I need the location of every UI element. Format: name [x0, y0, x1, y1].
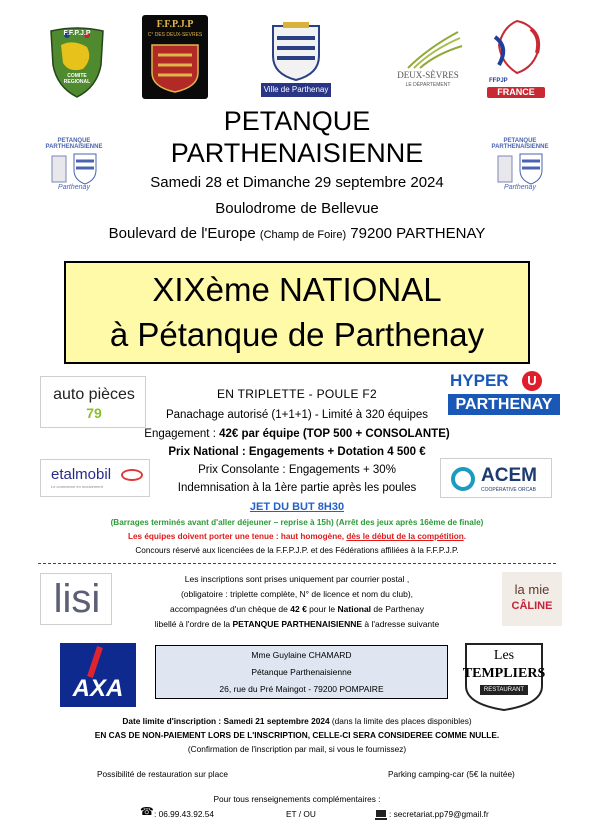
logo-text: etalmobil	[51, 466, 112, 483]
engagement-value: 42€ par équipe (TOP 500 + CONSOLANTE)	[219, 428, 450, 440]
insc-national: National	[337, 604, 372, 614]
ville-label: Ville de Parthenay	[261, 83, 331, 97]
club-arc-text: PETANQUE PARTHENAISIENNE	[491, 138, 549, 150]
insc-text: pour le	[306, 604, 338, 614]
parking-text: Parking camping-car (5€ la nuitée)	[388, 769, 515, 779]
insc-text: à l'adresse suivante	[362, 619, 440, 629]
logo-text: auto pièces	[53, 386, 135, 403]
logo-text: Le commerce en mouvement	[51, 484, 103, 489]
address-city: 79200 PARTHENAY	[346, 225, 486, 242]
national-banner	[64, 261, 530, 364]
tenue-emphasis: dès le début de la compétition	[346, 532, 464, 541]
insc-text: libellé à l'ordre de la	[154, 619, 233, 629]
non-paiement-text: EN CAS DE NON-PAIEMENT LORS DE L'INSCRIPTION, CELLE-CI SERA CONSIDEREE COMME NULLE.	[94, 730, 500, 740]
barrages-text: (Barrages terminés avant d'aller déjeuner – reprise à 15h) (Arrêt des jeux après 16ème de finale)	[110, 518, 484, 527]
address-box	[155, 645, 448, 699]
address-street: 26, rue du Pré Maingot - 79200 POMPAIRE	[219, 684, 384, 694]
venue-address	[0, 225, 594, 242]
logo-text: F.F.P.J.P	[156, 19, 194, 30]
ville-parthenay-logo	[261, 22, 331, 98]
inscriptions-line-4	[0, 619, 594, 629]
logo-text: COMITE REGIONAL	[63, 73, 91, 85]
restauration-text: Possibilité de restauration sur place	[97, 769, 228, 779]
logo-text: PARTHENAY	[448, 394, 560, 415]
inscriptions-line-3	[0, 604, 594, 614]
event-dates: Samedi 28 et Dimanche 29 septembre 2024	[150, 174, 444, 191]
engagement-text	[0, 428, 594, 440]
logo-text: la mie	[514, 582, 550, 597]
title-line-2: PARTHENAISIENNE	[170, 138, 424, 168]
logo-text: C° DES DEUX-SEVRES	[147, 32, 203, 38]
logo-text: 79	[86, 405, 102, 421]
insc-amount: 42 €	[290, 604, 307, 614]
club-arc-text: PETANQUE PARTHENAISIENNE	[45, 138, 103, 150]
logo-text: F.F.P.J.P	[63, 30, 91, 37]
logo-text: FRANCE	[487, 87, 545, 98]
address-street: Boulevard de l'Europe	[108, 225, 260, 242]
ffpjp-regional-logo	[47, 25, 107, 98]
inscriptions-line-1: Les inscriptions sont prises uniquement par courrier postal ,	[184, 574, 410, 584]
logo-swoosh	[121, 469, 143, 481]
tenue-main: Les équipes doivent porter une tenue : haut homogène,	[127, 532, 347, 541]
tenue-end: .	[463, 532, 466, 541]
logo-text: CÂLINE	[511, 600, 553, 612]
logo-text: RESTAURANT	[480, 685, 528, 695]
address-name: Mme Guylaine CHAMARD	[251, 650, 352, 660]
panachage-text: Panachage autorisé (1+1+1) - Limité à 320 équipes	[165, 409, 429, 421]
prix-consolante-text: Prix Consolante : Engagements + 30%	[198, 464, 396, 476]
email-address[interactable]: : secretariat.pp79@gmail.fr	[389, 809, 489, 819]
templiers-logo	[462, 640, 546, 712]
tenue-text	[0, 532, 594, 541]
section-divider	[38, 563, 556, 564]
phone-icon: ☎	[140, 806, 154, 818]
deux-sevres-sub: LE DÉPARTEMENT	[405, 82, 451, 88]
venue: Boulodrome de Bellevue	[215, 200, 379, 217]
address-note: (Champ de Foire)	[259, 229, 347, 241]
etalmobil-logo	[40, 459, 150, 497]
deadline-note: (dans la limite des places disponibles)	[329, 716, 472, 726]
deadline-main: Date limite d'inscription : Samedi 21 septembre 2024	[122, 716, 330, 726]
logo-text: lisi	[53, 577, 101, 621]
axa-logo	[60, 643, 136, 707]
deux-sevres-logo	[388, 28, 468, 96]
prix-national-text: Prix National : Engagements + Dotation 4 500 €	[168, 446, 426, 458]
insc-text: accompagnées d'un chèque de	[170, 604, 291, 614]
club-name: Parthenay	[504, 184, 536, 191]
format-text: EN TRIPLETTE - POULE F2	[216, 387, 378, 401]
hyper-u-badge: U	[522, 371, 542, 391]
ffpjp-france-logo	[487, 17, 547, 101]
logo-text: COOPÉRATIVE ORCAB	[481, 487, 536, 493]
et-ou-text: ET / OU	[286, 809, 316, 819]
acem-mark	[451, 467, 475, 491]
concours-text: Concours réservé aux licenciées de la F.F.P.J.P. et des Fédérations affiliées à la F.F.P.J.P.	[135, 546, 459, 555]
acem-logo	[440, 458, 552, 498]
indemnisation-text: Indemnisation à la 1ère partie après les poules	[177, 482, 417, 494]
banner-line-2: à Pétanque de Parthenay	[109, 316, 485, 353]
title-line-1: PETANQUE	[223, 106, 371, 136]
logo-text: HYPER	[450, 371, 509, 390]
logo-text: Les	[493, 648, 515, 663]
jet-du-but: JET DU BUT 8H30	[249, 501, 345, 513]
deadline-text	[0, 716, 594, 726]
logo-text: ACEM	[481, 465, 537, 486]
renseignements-text: Pour tous renseignements complémentaires :	[213, 794, 381, 804]
phone-number: : 06.99.43.92.54	[154, 809, 214, 819]
banner-line-1: XIXème NATIONAL	[152, 271, 442, 308]
logo-text: TEMPLIERS	[462, 666, 546, 681]
logo-text: AXA	[72, 675, 124, 702]
logo-text: FFPJP	[489, 78, 508, 84]
inscriptions-line-2: (obligatoire : triplette complète, N° de licence et nom du club),	[180, 589, 414, 599]
club-name: Parthenay	[58, 184, 90, 191]
insc-club: PETANQUE PARTHENAISIENNE	[232, 619, 363, 629]
engagement-label: Engagement :	[144, 428, 220, 440]
deux-sevres-title: DEUX-SÈVRES	[397, 70, 459, 80]
confirmation-text: (Confirmation de l'inscription par mail, si vous le fournissez)	[187, 744, 407, 754]
insc-text: de Parthenay	[371, 604, 424, 614]
address-club: Pétanque Parthenaisienne	[251, 667, 352, 677]
ffpjp-deux-sevres-logo	[142, 15, 208, 99]
computer-icon	[375, 807, 387, 817]
